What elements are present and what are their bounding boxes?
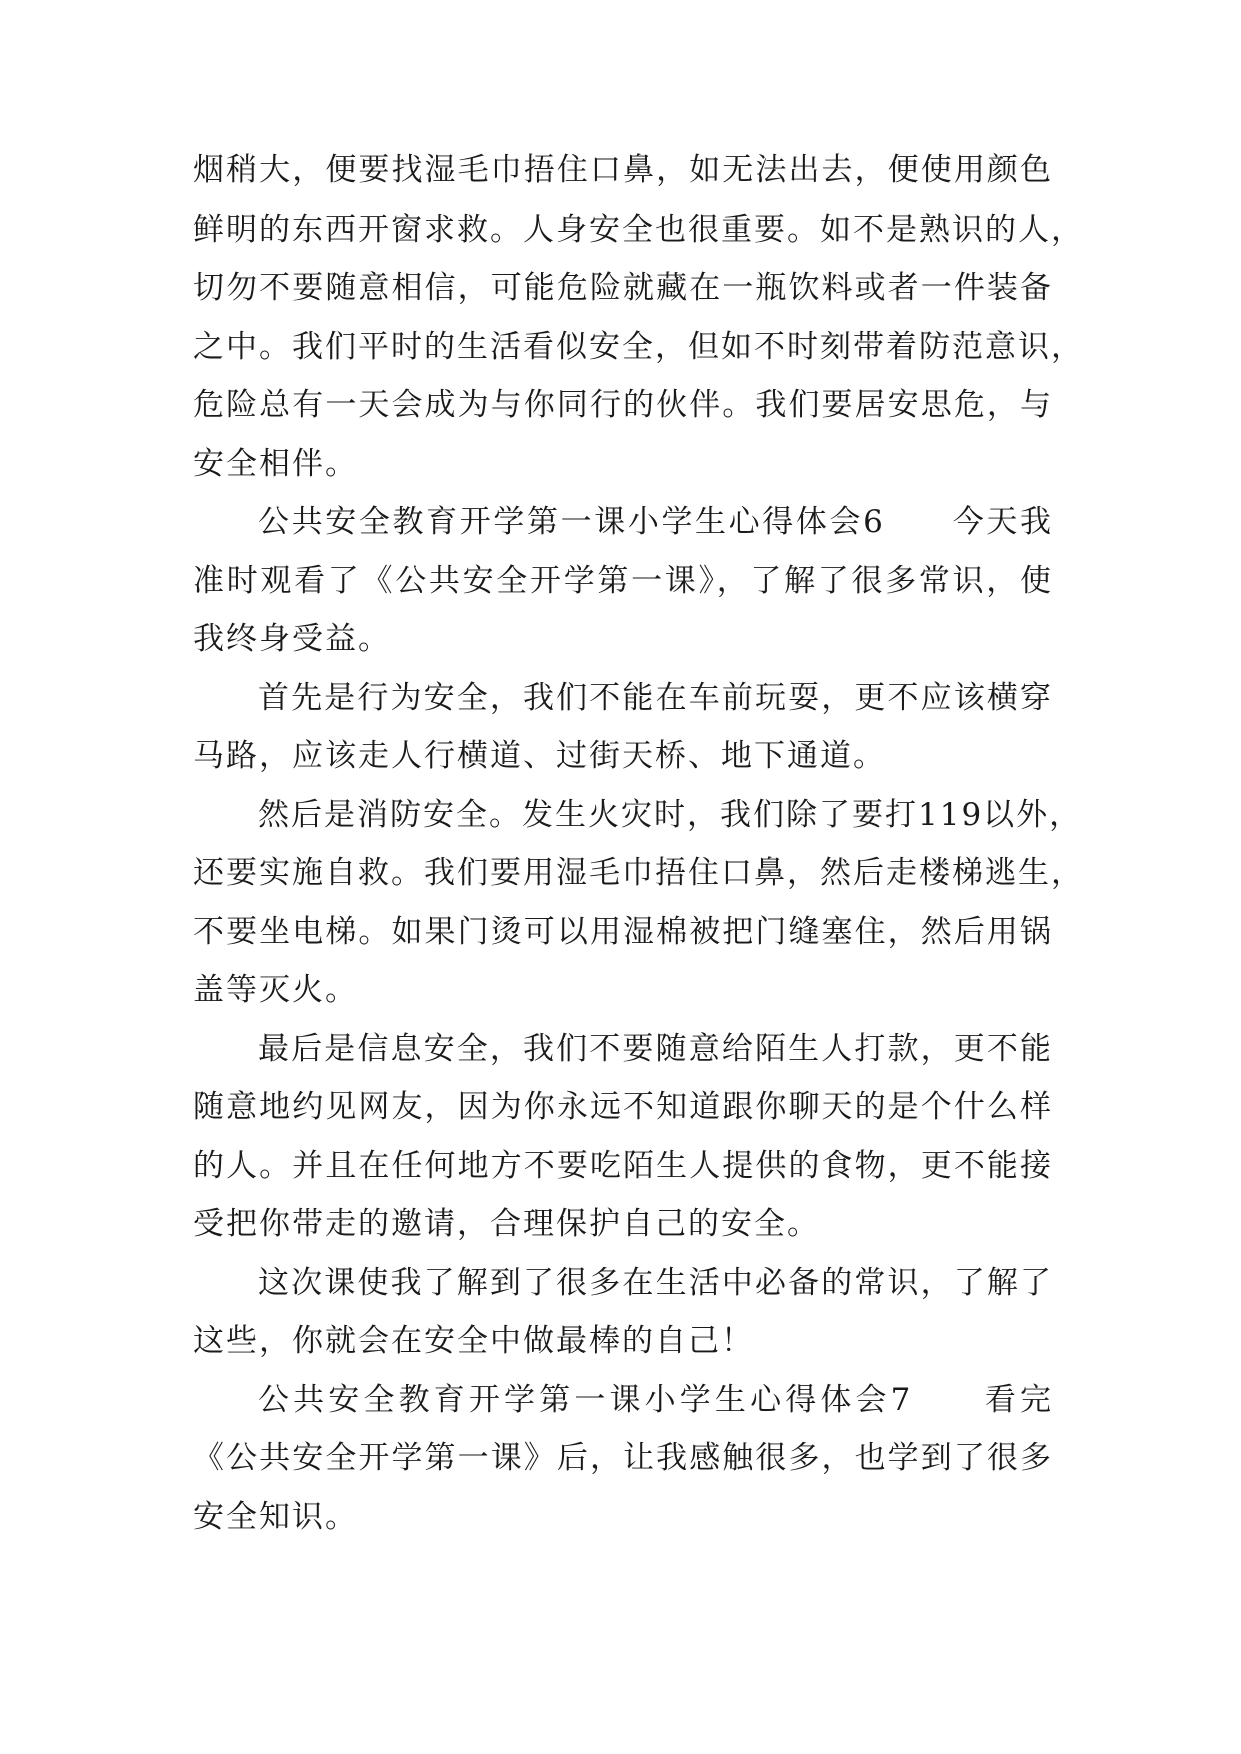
text-line: 安全知识。 — [193, 1499, 358, 1535]
text-line: 《公共安全开学第一课》后，让我感触很多，也学到了很多 — [193, 1440, 1053, 1476]
section-heading-7: 公共安全教育开学第一课小学生心得体会7 看完 — [258, 1382, 1053, 1418]
section-heading-6: 公共安全教育开学第一课小学生心得体会6 今天我 — [258, 504, 1053, 540]
text-line: 之中。我们平时的生活看似安全，但如不时刻带着防范意识， — [193, 329, 1084, 365]
text-line: 安全相伴。 — [193, 446, 358, 482]
text-line: 盖等灭火。 — [193, 972, 358, 1008]
text-line: 受把你带走的邀请，合理保护自己的安全。 — [193, 1206, 820, 1242]
text-line: 随意地约见网友，因为你永远不知道跟你聊天的是个什么样 — [193, 1089, 1053, 1125]
text-line: 首先是行为安全，我们不能在车前玩耍，更不应该横穿 — [258, 680, 1053, 716]
text-line: 烟稍大，便要找湿毛巾捂住口鼻，如无法出去，便使用颜色 — [193, 152, 1053, 188]
text-line: 切勿不要随意相信，可能危险就藏在一瓶饮料或者一件装备 — [193, 270, 1053, 306]
text-line: 危险总有一天会成为与你同行的伙伴。我们要居安思危，与 — [193, 387, 1053, 423]
text-line: 准时观看了《公共安全开学第一课》，了解了很多常识，使 — [193, 563, 1053, 599]
text-line: 还要实施自救。我们要用湿毛巾捂住口鼻，然后走楼梯逃生， — [193, 855, 1084, 891]
text-line: 不要坐电梯。如果门烫可以用湿棉被把门缝塞住，然后用锅 — [193, 914, 1053, 950]
text-line: 我终身受益。 — [193, 621, 391, 657]
text-line: 然后是消防安全。发生火灾时，我们除了要打119以外， — [258, 797, 1083, 833]
text-line: 鲜明的东西开窗求救。人身安全也很重要。如不是熟识的人， — [193, 212, 1084, 248]
text-line: 马路，应该走人行横道、过街天桥、地下通道。 — [193, 738, 886, 774]
text-line: 这次课使我了解到了很多在生活中必备的常识，了解了 — [258, 1265, 1053, 1301]
text-line: 最后是信息安全，我们不要随意给陌生人打款，更不能 — [258, 1031, 1053, 1067]
text-line: 这些，你就会在安全中做最棒的自己！ — [193, 1323, 754, 1359]
text-line: 的人。并且在任何地方不要吃陌生人提供的食物，更不能接 — [193, 1148, 1053, 1184]
